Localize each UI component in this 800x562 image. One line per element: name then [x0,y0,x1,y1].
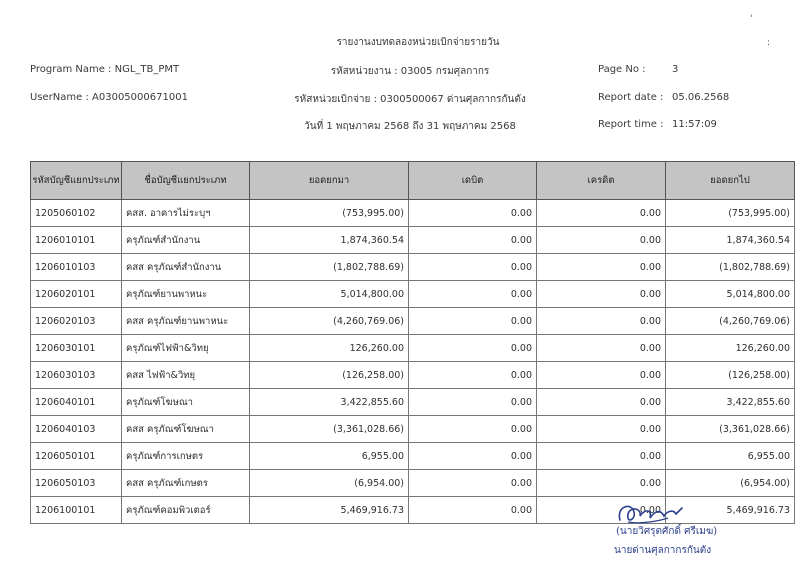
report-title: รายงานงบทดลองหน่วยเบิกจ่ายรายวัน [336,37,500,48]
table-row [31,470,795,497]
debit: 0.00 [409,200,537,227]
opening-balance: 5,014,800.00 [250,281,409,308]
table-row [31,308,795,335]
account-name: คสส ครุภัณฑ์โฆษณา [122,416,250,443]
account-code: 1206050101 [31,443,122,470]
opening-balance: (6,954.00) [250,470,409,497]
account-code: 1206040103 [31,416,122,443]
account-code: 1206040101 [31,389,122,416]
opening-balance: (126,258.00) [250,362,409,389]
table-row [31,335,795,362]
debit: 0.00 [409,389,537,416]
account-code: 1206050103 [31,470,122,497]
account-code: 1206020101 [31,281,122,308]
closing-balance: 1,874,360.54 [666,227,795,254]
opening-balance: 1,874,360.54 [250,227,409,254]
account-code: 1206030101 [31,335,122,362]
signatory-position: นายด่านศุลกากรกันตัง [614,545,712,556]
col-credit: เครดิต [537,162,666,200]
closing-balance: 5,014,800.00 [666,281,795,308]
account-name: ครุภัณฑ์โฆษณา [122,389,250,416]
credit: 0.00 [537,470,666,497]
opening-balance: 126,260.00 [250,335,409,362]
credit: 0.00 [537,281,666,308]
table-row [31,200,795,227]
credit: 0.00 [537,497,666,524]
table-row [31,362,795,389]
opening-balance: (1,802,788.69) [250,254,409,281]
account-code: 1206010101 [31,227,122,254]
opening-balance: (4,260,769.06) [250,308,409,335]
credit: 0.00 [537,362,666,389]
opening-balance: 3,422,855.60 [250,389,409,416]
page-label: Page No : [598,64,646,75]
scan-mark: ' [750,14,753,24]
closing-balance: (1,802,788.69) [666,254,795,281]
debit: 0.00 [409,470,537,497]
table-row [31,254,795,281]
signatory-name: (นายวิศรุตศักดิ์ ศรีเมฆ) [616,526,718,537]
page-value: 3 [672,64,679,75]
table-row [31,389,795,416]
program-name: Program Name : NGL_TB_PMT [30,64,180,75]
credit: 0.00 [537,200,666,227]
debit: 0.00 [409,227,537,254]
report-time-label: Report time : [598,119,664,130]
opening-balance: (753,995.00) [250,200,409,227]
closing-balance: (126,258.00) [666,362,795,389]
table-row [31,281,795,308]
account-name: คสส ไฟฟ้า&วิทยุ [122,362,250,389]
agency-code: รหัสหน่วยงาน : 03005 กรมศุลกากร [330,66,490,77]
report-period: วันที่ 1 พฤษภาคม 2568 ถึง 31 พฤษภาคม 2568 [304,121,516,132]
opening-balance: 6,955.00 [250,443,409,470]
table-row [31,443,795,470]
account-name: คสส ครุภัณฑ์เกษตร [122,470,250,497]
account-code: 1206030103 [31,362,122,389]
closing-balance: (6,954.00) [666,470,795,497]
closing-balance: 3,422,855.60 [666,389,795,416]
account-name: ครุภัณฑ์การเกษตร [122,443,250,470]
closing-balance: (3,361,028.66) [666,416,795,443]
opening-balance: (3,361,028.66) [250,416,409,443]
debit: 0.00 [409,281,537,308]
debit: 0.00 [409,497,537,524]
debit: 0.00 [409,416,537,443]
account-name: ครุภัณฑ์ยานพาหนะ [122,281,250,308]
table-header-row [31,162,795,200]
debit: 0.00 [409,362,537,389]
col-debit: เดบิต [409,162,537,200]
closing-balance: (753,995.00) [666,200,795,227]
col-opening-balance: ยอดยกมา [250,162,409,200]
report-date-value: 05.06.2568 [672,92,730,103]
credit: 0.00 [537,335,666,362]
account-code: 1205060102 [31,200,122,227]
account-name: ครุภัณฑ์คอมพิวเตอร์ [122,497,250,524]
credit: 0.00 [537,443,666,470]
report-date-label: Report date : [598,92,664,103]
col-closing-balance: ยอดยกไป [666,162,795,200]
account-name: คสส ครุภัณฑ์สำนักงาน [122,254,250,281]
account-name: ครุภัณฑ์ไฟฟ้า&วิทยุ [122,335,250,362]
col-account-name: ชื่อบัญชีแยกประเภท [122,162,250,200]
account-code: 1206100101 [31,497,122,524]
table-row [31,416,795,443]
debit: 0.00 [409,443,537,470]
debit: 0.00 [409,308,537,335]
signature-block [598,498,768,562]
col-account-code: รหัสบัญชีแยกประเภท [31,162,122,200]
account-name: คสส ครุภัณฑ์ยานพาหนะ [122,308,250,335]
account-name: ครุภัณฑ์สำนักงาน [122,227,250,254]
account-name: คสส. อาคารไม่ระบุฯ [122,200,250,227]
closing-balance: 126,260.00 [666,335,795,362]
account-code: 1206010103 [31,254,122,281]
table-row [31,227,795,254]
credit: 0.00 [537,416,666,443]
closing-balance: 5,469,916.73 [666,497,795,524]
scan-mark: : [767,38,771,48]
user-name: UserName : A03005000671001 [30,92,188,103]
account-code: 1206020103 [31,308,122,335]
closing-balance: (4,260,769.06) [666,308,795,335]
closing-balance: 6,955.00 [666,443,795,470]
trial-balance-table [30,161,795,524]
opening-balance: 5,469,916.73 [250,497,409,524]
credit: 0.00 [537,227,666,254]
credit: 0.00 [537,254,666,281]
report-time-value: 11:57:09 [672,119,717,130]
debit: 0.00 [409,335,537,362]
credit: 0.00 [537,308,666,335]
credit: 0.00 [537,389,666,416]
disbursing-unit: รหัสหน่วยเบิกจ่าย : 0300500067 ด่านศุลกากรกันตัง [294,94,526,105]
debit: 0.00 [409,254,537,281]
